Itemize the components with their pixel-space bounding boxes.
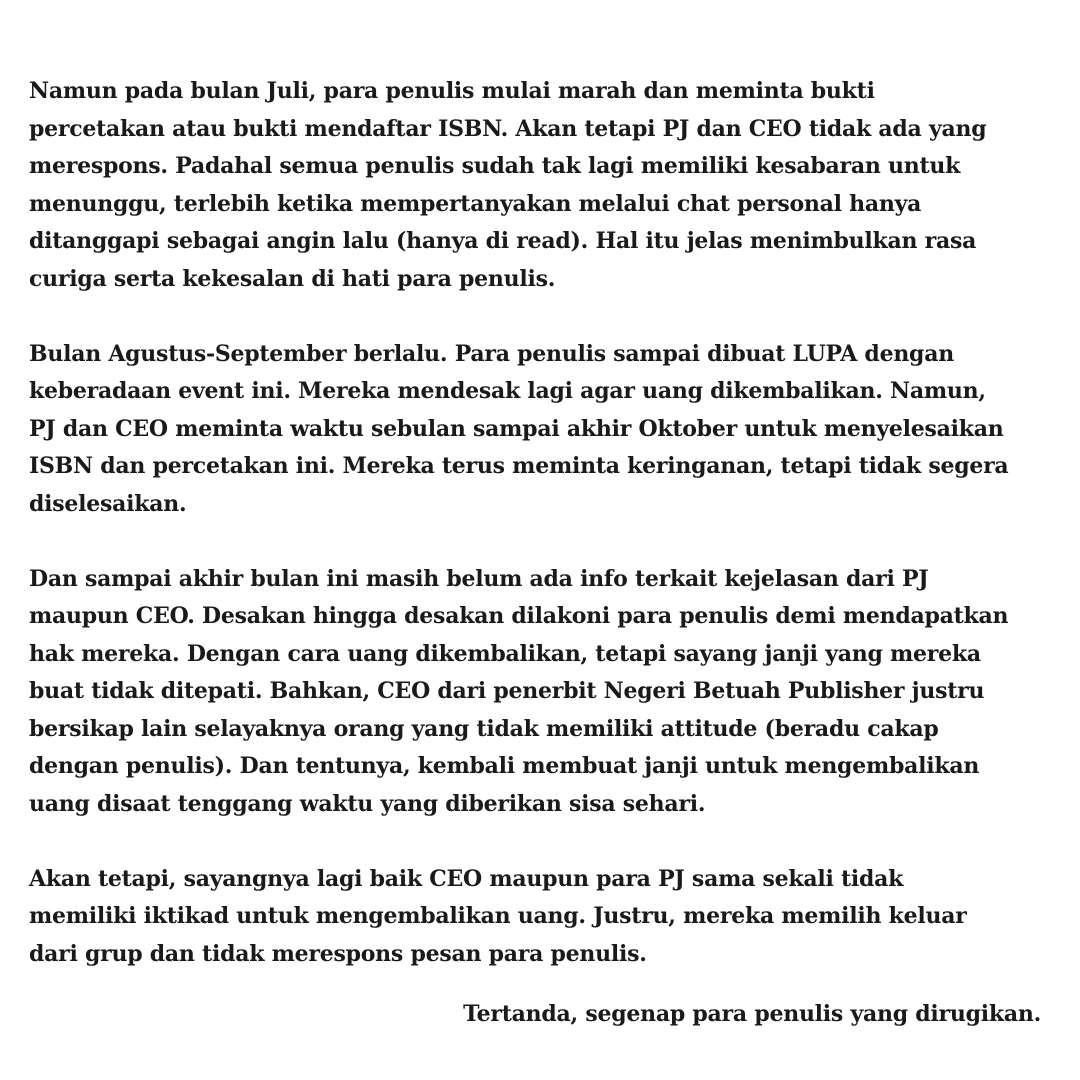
paragraph-line: dari grup dan tidak merespons pesan para penulis. [29, 940, 647, 967]
paragraph-line: memiliki iktikad untuk mengembalikan uang. Justru, mereka memilih keluar [29, 903, 967, 929]
paragraph-2 [29, 336, 1049, 524]
paragraph-1 [29, 73, 1049, 298]
paragraph-line: bersikap lain selayaknya orang yang tidak memiliki attitude (beradu cakap [29, 715, 939, 742]
paragraph-line: buat tidak ditepati. Bahkan, CEO dari penerbit Negeri Betuah Publisher justru [29, 678, 985, 704]
paragraph-line: PJ dan CEO meminta waktu sebulan sampai akhir Oktober untuk menyelesaikan [29, 415, 1004, 442]
paragraph-line: Akan tetapi, sayangnya lagi baik CEO maupun para PJ sama sekali tidak [29, 865, 904, 892]
paragraph-line: Bulan Agustus-September berlalu. Para penulis sampai dibuat LUPA dengan [29, 340, 954, 367]
paragraph-line: uang disaat tenggang waktu yang diberikan sisa sehari. [29, 790, 706, 817]
signature: Tertanda, segenap para penulis yang dirugikan. [463, 1001, 1041, 1027]
body-text [29, 73, 1049, 1011]
paragraph-line: Namun pada bulan Juli, para penulis mulai marah dan meminta bukti [29, 78, 875, 104]
paragraph-line: ditanggapi sebagai angin lalu (hanya di read). Hal itu jelas menimbulkan rasa [29, 228, 977, 254]
paragraph-line: dengan penulis). Dan tentunya, kembali membuat janji untuk mengembalikan [29, 753, 980, 779]
paragraph-line: keberadaan event ini. Mereka mendesak lagi agar uang dikembalikan. Namun, [29, 378, 986, 404]
paragraph-line: maupun CEO. Desakan hingga desakan dilakoni para penulis demi mendapatkan [29, 603, 1009, 629]
paragraph-line: Dan sampai akhir bulan ini masih belum ada info terkait kejelasan dari PJ [29, 565, 929, 592]
paragraph-3 [29, 561, 1049, 824]
paragraph-line: hak mereka. Dengan cara uang dikembalikan, tetapi sayang janji yang mereka [29, 640, 981, 667]
paragraph-line: percetakan atau bukti mendaftar ISBN. Akan tetapi PJ dan CEO tidak ada yang [29, 115, 987, 142]
paragraph-line: merespons. Padahal semua penulis sudah tak lagi memiliki kesabaran untuk [29, 153, 961, 179]
paragraph-4 [29, 861, 1049, 974]
paragraph-line: ISBN dan percetakan ini. Mereka terus meminta keringanan, tetapi tidak segera [29, 453, 1009, 479]
paragraph-line: menunggu, terlebih ketika mempertanyakan melalui chat personal hanya [29, 190, 922, 217]
paragraph-line: diselesaikan. [29, 490, 187, 517]
paragraph-line: curiga serta kekesalan di hati para penulis. [29, 265, 556, 292]
